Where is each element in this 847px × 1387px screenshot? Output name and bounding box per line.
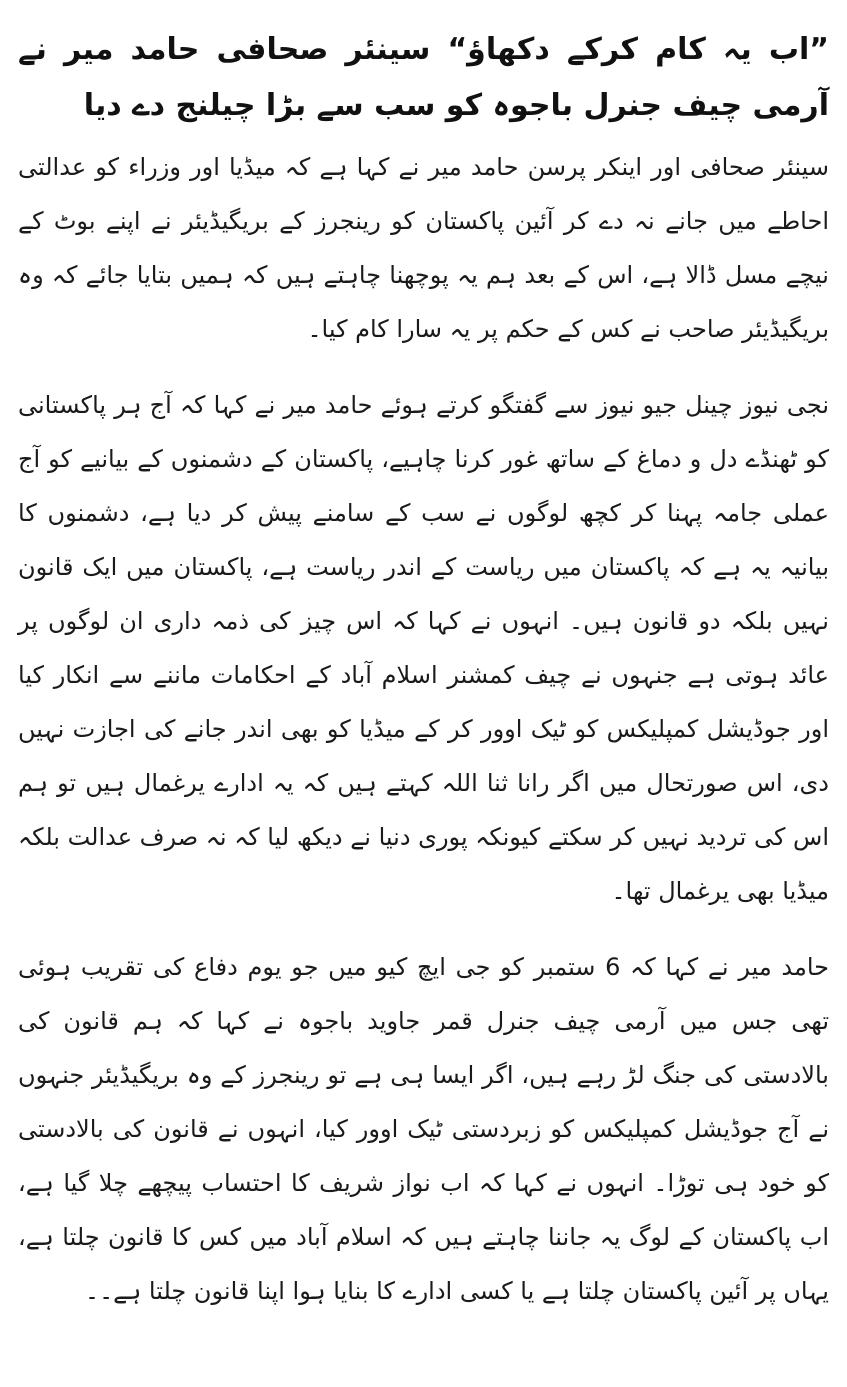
article-headline: ”اب یہ کام کرکے دکھاؤ“ سینئر صحافی حامد میر نے آرمی چیف جنرل باجوہ کو سب سے بڑا چیلنج دے دیا	[18, 32, 829, 123]
article-paragraph-3: حامد میر نے کہا کہ 6 ستمبر کو جی ایچ کیو میں جو یوم دفاع کی تقریب ہوئی تھی جس میں آرمی چیف جنرل قمر جاوید باجوہ نے کہا کہ ہم قانون کی بالادستی کی جنگ لڑ رہے ہیں، اگر ایسا ہی ہے تو رینجرز کے وہ بریگیڈیئر جنہوں نے آج جوڈیشل کمپلیکس کو زبردستی ٹیک اوور کیا، انہوں نے قانون کی بالادستی کو خود ہی توڑا۔ انہوں نے کہا کہ اب نواز شریف کا احتساب پیچھے چلا گیا ہے، اب پاکستان کے لوگ یہ جاننا چاہتے ہیں کہ اسلام آباد میں کس کا قانون چلتا ہے، یہاں پر آئین پاکستان چلتا ہے یا کسی ادارے کا بنایا ہوا اپنا قانون چلتا ہے۔۔	[18, 953, 829, 1305]
article-paragraph-1: سینئر صحافی اور اینکر پرسن حامد میر نے کہا ہے کہ میڈیا اور وزراء کو عدالتی احاطے میں جانے نہ دے کر آئین پاکستان کو رینجرز کے بریگیڈیئر نے اپنے بوٹ کے نیچے مسل ڈالا ہے، اس کے بعد ہم یہ پوچھنا چاہتے ہیں کہ ہمیں بتایا جائے کہ وہ بریگیڈیئر صاحب نے کس کے حکم پر یہ سارا کام کیا۔	[18, 153, 829, 343]
article-paragraph-2: نجی نیوز چینل جیو نیوز سے گفتگو کرتے ہوئے حامد میر نے کہا کہ آج ہر پاکستانی کو ٹھنڈے دل و دماغ کے ساتھ غور کرنا چاہیے، پاکستان کے دشمنوں کے بیانیے کو آج عملی جامہ پہنا کر کچھ لوگوں نے سب کے سامنے پیش کر دیا ہے، دشمنوں کا بیانیہ یہ ہے کہ پاکستان میں ریاست کے اندر ریاست ہے، پاکستان میں ایک قانون نہیں بلکہ دو قانون ہیں۔ انہوں نے کہا کہ اس چیز کی ذمہ داری ان لوگوں پر عائد ہوتی ہے جنہوں نے چیف کمشنر اسلام آباد کے احکامات ماننے سے انکار کیا اور جوڈیشل کمپلیکس کو ٹیک اوور کر کے میڈیا کو بھی اندر جانے کی اجازت نہیں دی، اس صورتحال میں اگر رانا ثنا اللہ کہتے ہیں کہ یہ ادارے یرغمال ہیں تو ہم اس کی تردید نہیں کر سکتے کیونکہ پوری دنیا نے دیکھ لیا کہ نہ صرف عدالت بلکہ میڈیا بھی یرغمال تھا۔	[18, 391, 829, 905]
news-article	[18, 22, 829, 1340]
